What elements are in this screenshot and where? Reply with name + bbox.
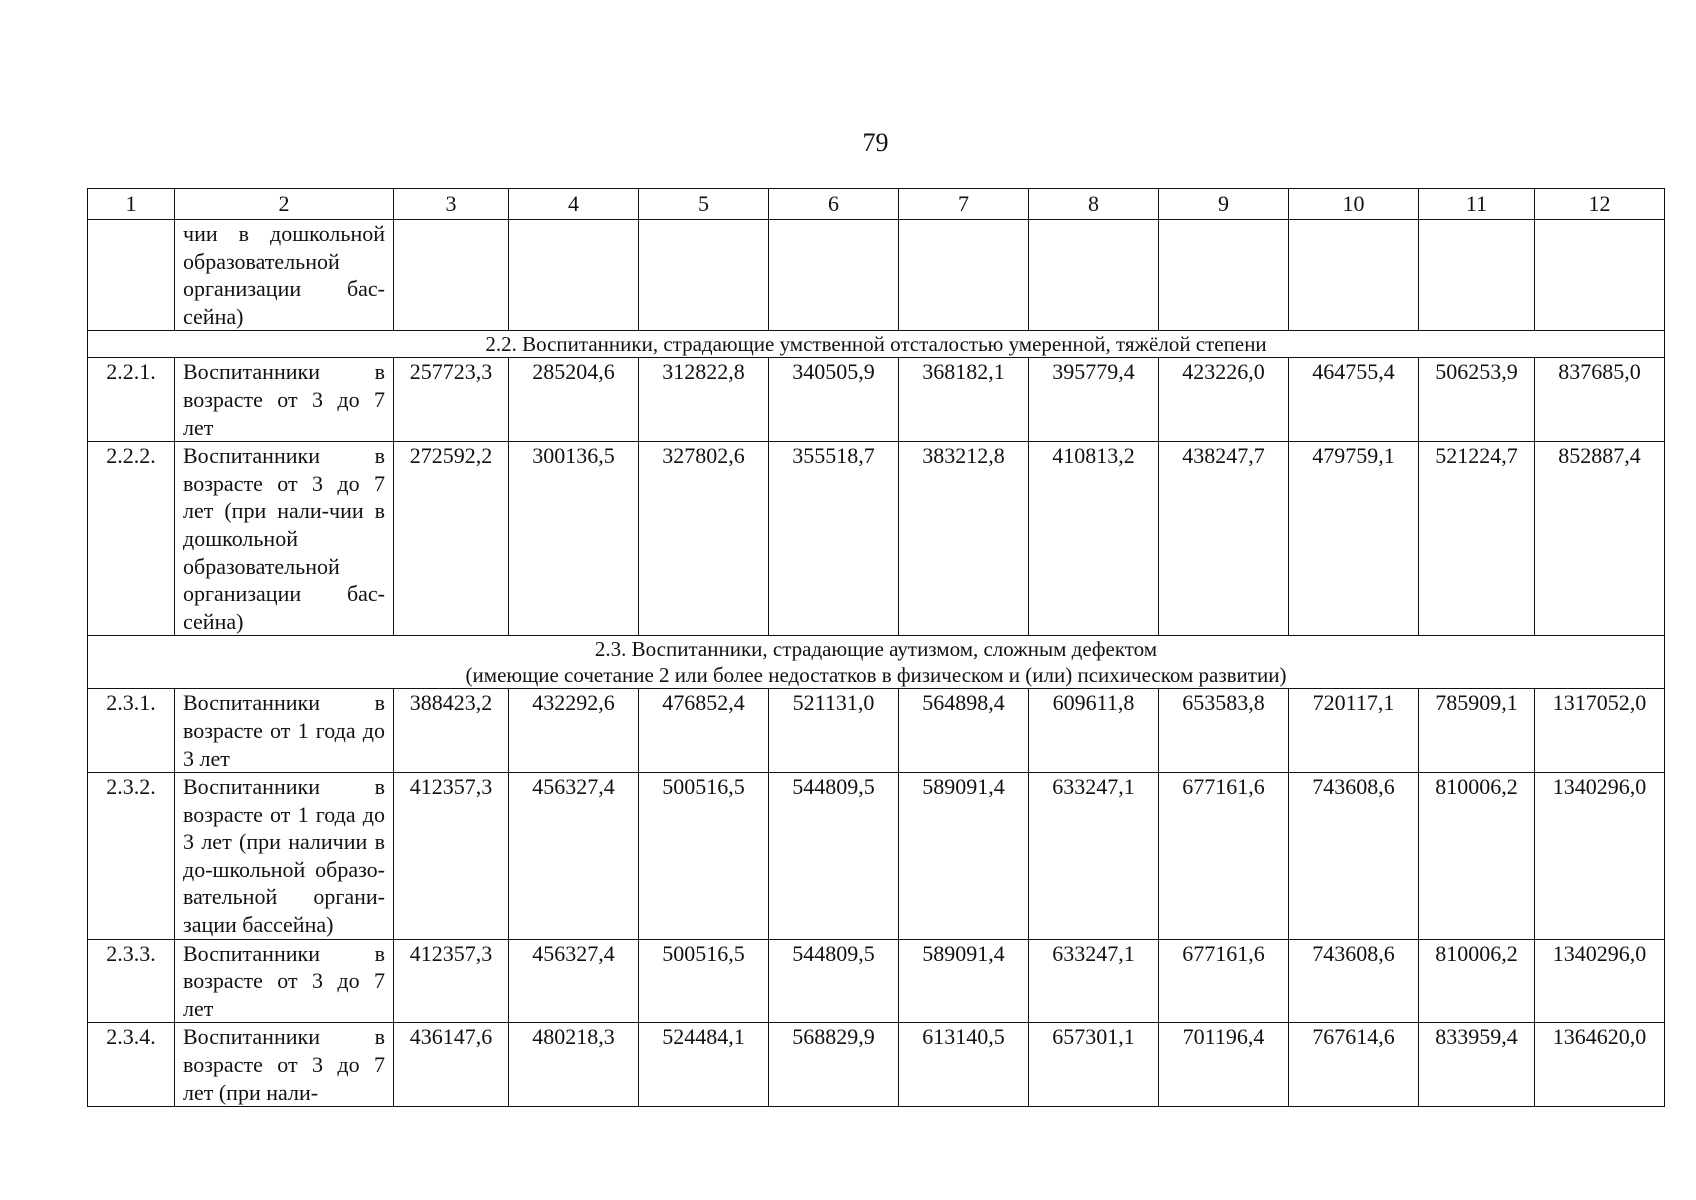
value-cell: 272592,2 [394, 442, 509, 636]
value-cell: 521224,7 [1419, 442, 1535, 636]
value-cell: 1317052,0 [1535, 689, 1665, 773]
value-cell: 456327,4 [509, 773, 639, 940]
value-cell: 852887,4 [1535, 442, 1665, 636]
value-cell: 368182,1 [899, 358, 1029, 442]
table-row [88, 1023, 1665, 1107]
section-subtitle-text: (имеющие сочетание 2 или более недостатков в физическом и (или) психическом развитии) [465, 663, 1287, 688]
table-row [88, 939, 1665, 1023]
value-cell: 479759,1 [1289, 442, 1419, 636]
value-cell: 1340296,0 [1535, 939, 1665, 1023]
row-name: Воспитанники в возрасте от 3 до 7 лет (при нали-чии в дошкольной образовательной организации бас-сейна) [175, 442, 394, 636]
row-name: чии в дошкольной образовательной организации бас-сейна) [175, 220, 394, 331]
value-cell: 589091,4 [899, 939, 1029, 1023]
section-title [88, 636, 1665, 689]
value-cell: 785909,1 [1419, 689, 1535, 773]
row-code: 2.3.2. [88, 773, 175, 940]
value-cell: 568829,9 [769, 1023, 899, 1107]
value-cell: 438247,7 [1159, 442, 1289, 636]
value-cell: 677161,6 [1159, 939, 1289, 1023]
value-cell: 810006,2 [1419, 939, 1535, 1023]
column-header: 1 [88, 189, 175, 220]
value-cell [1029, 220, 1159, 331]
value-cell: 653583,8 [1159, 689, 1289, 773]
value-cell: 456327,4 [509, 939, 639, 1023]
section-title-text: 2.3. Воспитанники, страдающие аутизмом, сложным дефектом [594, 637, 1158, 662]
column-header: 10 [1289, 189, 1419, 220]
value-cell: 589091,4 [899, 773, 1029, 940]
value-cell: 506253,9 [1419, 358, 1535, 442]
column-header: 4 [509, 189, 639, 220]
row-code [88, 220, 175, 331]
value-cell: 524484,1 [639, 1023, 769, 1107]
value-cell: 633247,1 [1029, 939, 1159, 1023]
column-header: 9 [1159, 189, 1289, 220]
value-cell: 544809,5 [769, 939, 899, 1023]
value-cell: 257723,3 [394, 358, 509, 442]
page-number: 79 [862, 128, 889, 157]
table-row [88, 358, 1665, 442]
section-title: 2.2. Воспитанники, страдающие умственной отсталостью умеренной, тяжёлой степени [88, 331, 1665, 358]
value-cell: 1340296,0 [1535, 773, 1665, 940]
value-cell: 327802,6 [639, 442, 769, 636]
value-cell: 388423,2 [394, 689, 509, 773]
row-name: Воспитанники в возрасте от 3 до 7 лет (при нали- [175, 1023, 394, 1107]
value-cell: 312822,8 [639, 358, 769, 442]
table-row [88, 442, 1665, 636]
value-cell: 432292,6 [509, 689, 639, 773]
value-cell: 410813,2 [1029, 442, 1159, 636]
value-cell: 743608,6 [1289, 939, 1419, 1023]
value-cell [1419, 220, 1535, 331]
value-cell: 395779,4 [1029, 358, 1159, 442]
value-cell: 657301,1 [1029, 1023, 1159, 1107]
column-header: 6 [769, 189, 899, 220]
column-header: 7 [899, 189, 1029, 220]
row-name: Воспитанники в возрасте от 1 года до 3 лет [175, 689, 394, 773]
value-cell: 633247,1 [1029, 773, 1159, 940]
value-cell: 500516,5 [639, 939, 769, 1023]
value-cell [639, 220, 769, 331]
column-header: 2 [175, 189, 394, 220]
column-header: 5 [639, 189, 769, 220]
table-row [88, 773, 1665, 940]
column-header: 11 [1419, 189, 1535, 220]
row-name: Воспитанники в возрасте от 1 года до 3 лет (при наличии в до-школьной образо-вательной органи-зации бассейна) [175, 773, 394, 940]
value-cell: 423226,0 [1159, 358, 1289, 442]
value-cell: 464755,4 [1289, 358, 1419, 442]
value-cell: 436147,6 [394, 1023, 509, 1107]
value-cell: 564898,4 [899, 689, 1029, 773]
column-header: 12 [1535, 189, 1665, 220]
value-cell [1535, 220, 1665, 331]
value-cell [1289, 220, 1419, 331]
table-row [88, 689, 1665, 773]
row-code: 2.3.4. [88, 1023, 175, 1107]
value-cell: 1364620,0 [1535, 1023, 1665, 1107]
value-cell [509, 220, 639, 331]
value-cell: 701196,4 [1159, 1023, 1289, 1107]
value-cell: 767614,6 [1289, 1023, 1419, 1107]
row-code: 2.2.2. [88, 442, 175, 636]
tariff-table [87, 188, 1665, 1107]
value-cell: 677161,6 [1159, 773, 1289, 940]
value-cell: 544809,5 [769, 773, 899, 940]
value-cell [899, 220, 1029, 331]
value-cell: 720117,1 [1289, 689, 1419, 773]
value-cell: 383212,8 [899, 442, 1029, 636]
row-code: 2.3.1. [88, 689, 175, 773]
table-row [88, 220, 1665, 331]
value-cell: 412357,3 [394, 773, 509, 940]
value-cell: 355518,7 [769, 442, 899, 636]
column-number-row [88, 189, 1665, 220]
value-cell: 476852,4 [639, 689, 769, 773]
column-header: 8 [1029, 189, 1159, 220]
value-cell: 837685,0 [1535, 358, 1665, 442]
value-cell: 743608,6 [1289, 773, 1419, 940]
section-header-row [88, 331, 1665, 358]
column-header: 3 [394, 189, 509, 220]
value-cell: 480218,3 [509, 1023, 639, 1107]
value-cell: 521131,0 [769, 689, 899, 773]
value-cell: 300136,5 [509, 442, 639, 636]
value-cell: 833959,4 [1419, 1023, 1535, 1107]
section-header-row [88, 636, 1665, 689]
value-cell [1159, 220, 1289, 331]
row-code: 2.3.3. [88, 939, 175, 1023]
value-cell [769, 220, 899, 331]
row-code: 2.2.1. [88, 358, 175, 442]
value-cell: 810006,2 [1419, 773, 1535, 940]
value-cell: 340505,9 [769, 358, 899, 442]
row-name: Воспитанники в возрасте от 3 до 7 лет [175, 358, 394, 442]
row-name: Воспитанники в возрасте от 3 до 7 лет [175, 939, 394, 1023]
value-cell: 285204,6 [509, 358, 639, 442]
value-cell: 613140,5 [899, 1023, 1029, 1107]
value-cell [394, 220, 509, 331]
value-cell: 500516,5 [639, 773, 769, 940]
value-cell: 609611,8 [1029, 689, 1159, 773]
value-cell: 412357,3 [394, 939, 509, 1023]
